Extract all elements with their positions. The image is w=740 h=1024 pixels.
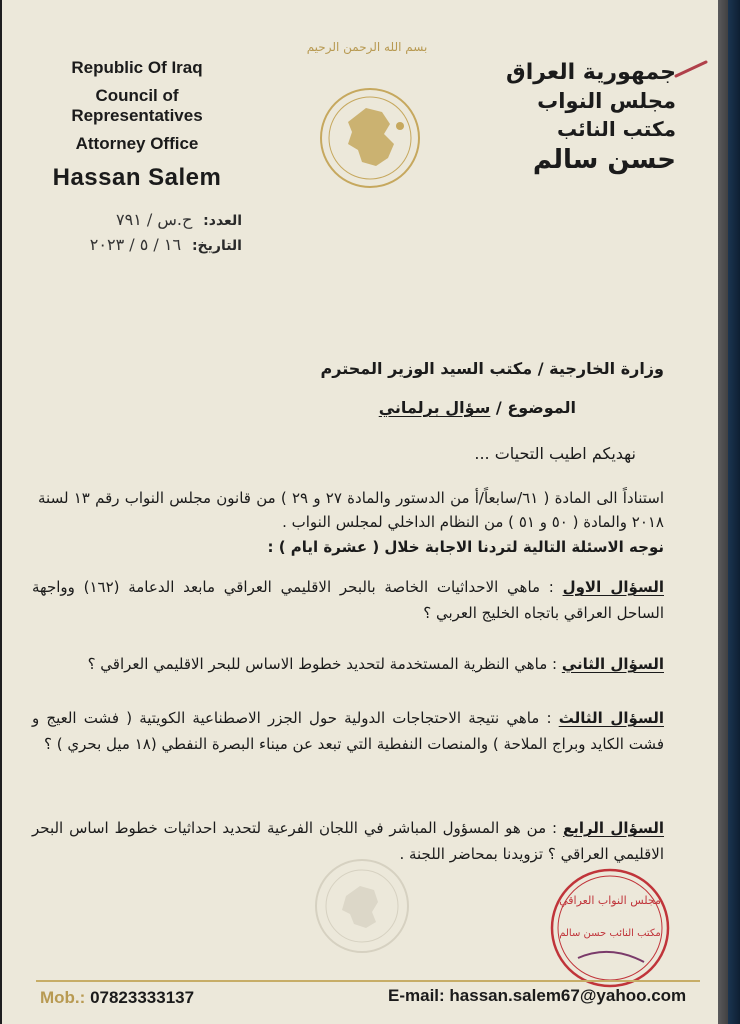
embossed-seal-icon bbox=[312, 856, 412, 956]
question-text: : ماهي نتيجة الاحتجاجات الدولية حول الجزر الاصطناعية الكويتية ( فشت العيج و فشت الكايد وبراج الملاحة ) والمنصات النفطية التي تبعد عن ميناء البصرة النفطي (١٨ ميل بحري ) ؟ bbox=[32, 709, 664, 753]
legal-basis-paragraph: استناداً الى المادة ( ٦١/سابعاً/أ من الدستور والمادة ٢٧ و ٢٩ ) من قانون مجلس النواب رقم ١٣ لسنة ٢٠١٨ والمادة ( ٥٠ و ٥١ ) من النظام الداخلي لمجلس النواب . bbox=[38, 489, 664, 531]
addressee: وزارة الخارجية / مكتب السيد الوزير المحترم bbox=[320, 359, 664, 378]
question-text: : ماهي الاحداثيات الخاصة بالبحر الاقليمي العراقي مابعد الدعامة (١٦٢) وواجهة الساحل العراقي باتجاه الخليج العربي ؟ bbox=[32, 578, 664, 622]
subject-label: الموضوع / bbox=[490, 398, 576, 417]
question-3 bbox=[32, 705, 664, 757]
question-label: السؤال الرابع bbox=[562, 819, 665, 837]
footer-email bbox=[388, 986, 686, 1006]
reference-number-label: العدد: bbox=[203, 213, 242, 229]
member-name: Hassan Salem bbox=[52, 164, 222, 191]
arabic-member-name: حسن سالم bbox=[532, 145, 676, 175]
letterhead-english bbox=[32, 58, 242, 192]
question-2 bbox=[32, 651, 664, 677]
question-text: : من هو المسؤول المباشر في اللجان الفرعية لتحديد احداثيات خطوط اساس البحر الاقليمي العراقي ؟ تزويدنا بمحاضر اللجنة . bbox=[32, 819, 664, 863]
reference-number-row bbox=[42, 210, 242, 229]
country-name: Republic Of Iraq bbox=[71, 58, 203, 77]
email-address: hassan.salem67@yahoo.com bbox=[449, 986, 687, 1005]
footer-divider bbox=[36, 980, 700, 982]
question-1 bbox=[32, 574, 664, 626]
question-text: : ماهي النظرية المستخدمة لتحديد خطوط الاساس للبحر الاقليمي العراقي ؟ bbox=[87, 655, 562, 673]
reference-date-value: ١٦ / ٥ / ٢٠٢٣ bbox=[89, 235, 182, 254]
stamp-outer-text: مجلس النواب العراقي bbox=[559, 894, 661, 907]
reference-date-row bbox=[42, 235, 242, 254]
letter-sheet bbox=[2, 0, 726, 1024]
subject-value: سؤال برلماني bbox=[378, 398, 491, 417]
email-label: E-mail: bbox=[388, 986, 445, 1005]
mobile-label: Mob.: bbox=[40, 988, 86, 1007]
arabic-office-name: مكتب النائب bbox=[556, 117, 676, 141]
reference-block bbox=[42, 210, 242, 260]
arabic-council-name: مجلس النواب bbox=[537, 89, 676, 113]
iraq-map-emblem-icon bbox=[318, 86, 422, 190]
reference-date-label: التاريخ: bbox=[191, 238, 242, 254]
stamp-inner-text: مكتب النائب حسن سالم bbox=[559, 928, 661, 939]
arabic-country-name: جمهورية العراق bbox=[506, 60, 676, 85]
question-label: السؤال الثالث bbox=[558, 709, 664, 727]
letterhead-arabic bbox=[476, 60, 676, 175]
subject-line bbox=[379, 396, 576, 420]
question-label: السؤال الاول bbox=[562, 578, 664, 596]
footer-mobile bbox=[40, 988, 194, 1008]
basmala: بسم الله الرحمن الرحيم bbox=[306, 40, 428, 54]
office-name: Attorney Office bbox=[75, 134, 199, 153]
mobile-number: 07823333137 bbox=[90, 988, 195, 1007]
background-edge bbox=[728, 0, 740, 1024]
greeting: نهديكم اطيب التحيات ... bbox=[474, 444, 636, 463]
directive-line: نوجه الاسئلة التالية لتردنا الاجابة خلال ( عشرة ايام ) : bbox=[267, 538, 664, 556]
reference-number-value: ح.س / ٧٩١ bbox=[116, 210, 193, 229]
red-office-stamp-icon bbox=[548, 866, 672, 990]
council-name: Council of Representatives bbox=[71, 86, 203, 125]
question-label: السؤال الثاني bbox=[561, 655, 664, 673]
pen-mark-icon bbox=[674, 58, 710, 80]
